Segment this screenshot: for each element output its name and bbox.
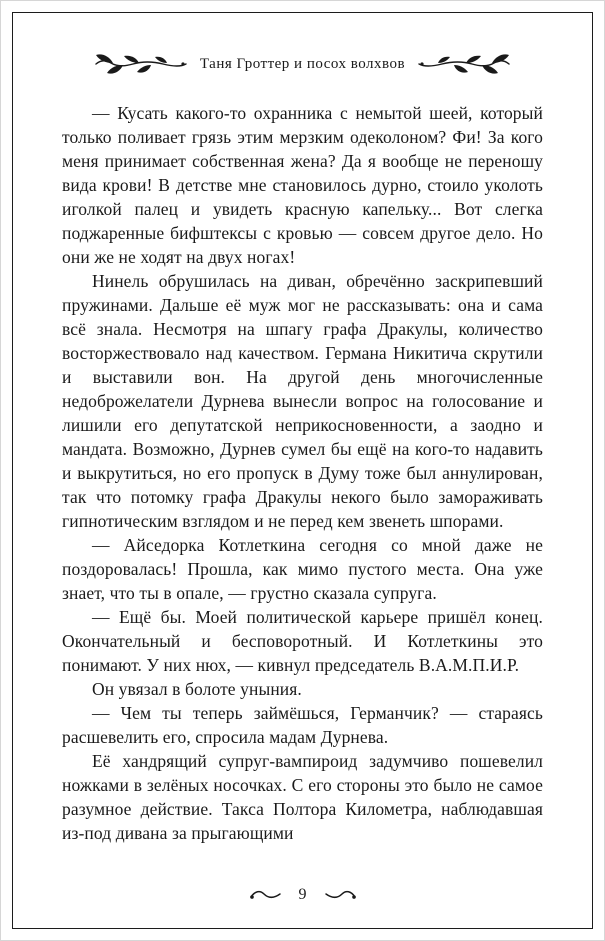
page-text xyxy=(62,101,543,845)
footer-swash-flourish-left-icon xyxy=(249,889,283,901)
header-vine-flourish-left-icon xyxy=(93,53,188,75)
paragraph-dialogue-question: — Чем ты теперь займёшься, Германчик? — стараясь расшевелить его, спросила мадам Дурнева. xyxy=(62,703,543,747)
paragraph-green-socks: Её хандрящий супруг-вампироид задумчиво пошевелил ножками в зелёных носочках. С его стороны это было не самое разумное действие. Такса Полтора Километра, наблюдавшая из-под дивана за прыгающими xyxy=(62,751,543,843)
footer-swash-right-svg xyxy=(323,889,357,901)
page-footer xyxy=(1,886,604,904)
paragraph-dialogue-kotletkina: — Айседорка Котлеткина сегодня со мной даже не поздоровалась! Прошла, как мимо пустого места. Она уже знает, что ты в опале, — грустно сказала супруга. xyxy=(62,535,543,603)
header-vine-flourish-right-icon xyxy=(417,53,512,75)
footer-swash-flourish-right-icon xyxy=(323,889,357,901)
book-title: Таня Гроттер и посох волхвов xyxy=(199,55,406,72)
header-vine-flourish-left-svg xyxy=(93,53,188,75)
paragraph-dialogue-biting-guard: — Кусать какого-то охранника с немытой шеей, который только поливает грязь этим мерзким одеколоном? Фи! За кого меня принимает собственная жена? Да я вообще не переношу вида крови! В детстве мне становилось дурно, стоило уколоть иголкой палец и увидеть красную капельку... Вот слегка поджаренные бифштексы с кровью — совсем другое дело. Но они же не ходят на двух ногах! xyxy=(62,103,543,267)
header-vine-flourish-right-svg xyxy=(417,53,512,75)
paragraph-despair: Он увязал в болоте уныния. xyxy=(92,679,302,699)
footer-swash-left-svg xyxy=(249,889,283,901)
page-number: 9 xyxy=(298,886,307,903)
paragraph-dialogue-career-end: — Ещё бы. Моей политической карьере пришёл конец. Окончательный и бесповоротный. И Котлеткины это понимают. У них нюх, — кивнул председатель В.А.М.П.И.Р. xyxy=(62,607,543,675)
running-header xyxy=(1,53,604,75)
paragraph-ninel-sofa: Нинель обрушилась на диван, обречённо заскрипевший пружинами. Дальше её муж мог не рассказывать: она и сама всё знала. Несмотря на шпагу графа Дракулы, количество восторжествовало над качеством. Германа Никитича скрутили и выставили вон. На другой день многочисленные недоброжелатели Дурнева вынесли вопрос на голосование и лишили его депутатской неприкосновенности, а заодно и мандата. Возможно, Дурнев сумел бы ещё на кого-то надавить и выкрутиться, но его пропуск в Думу тоже был аннулирован, так что потомку графа Дракулы некого было замораживать гипнотическим взглядом и не перед кем звенеть шпорами. xyxy=(62,271,543,531)
